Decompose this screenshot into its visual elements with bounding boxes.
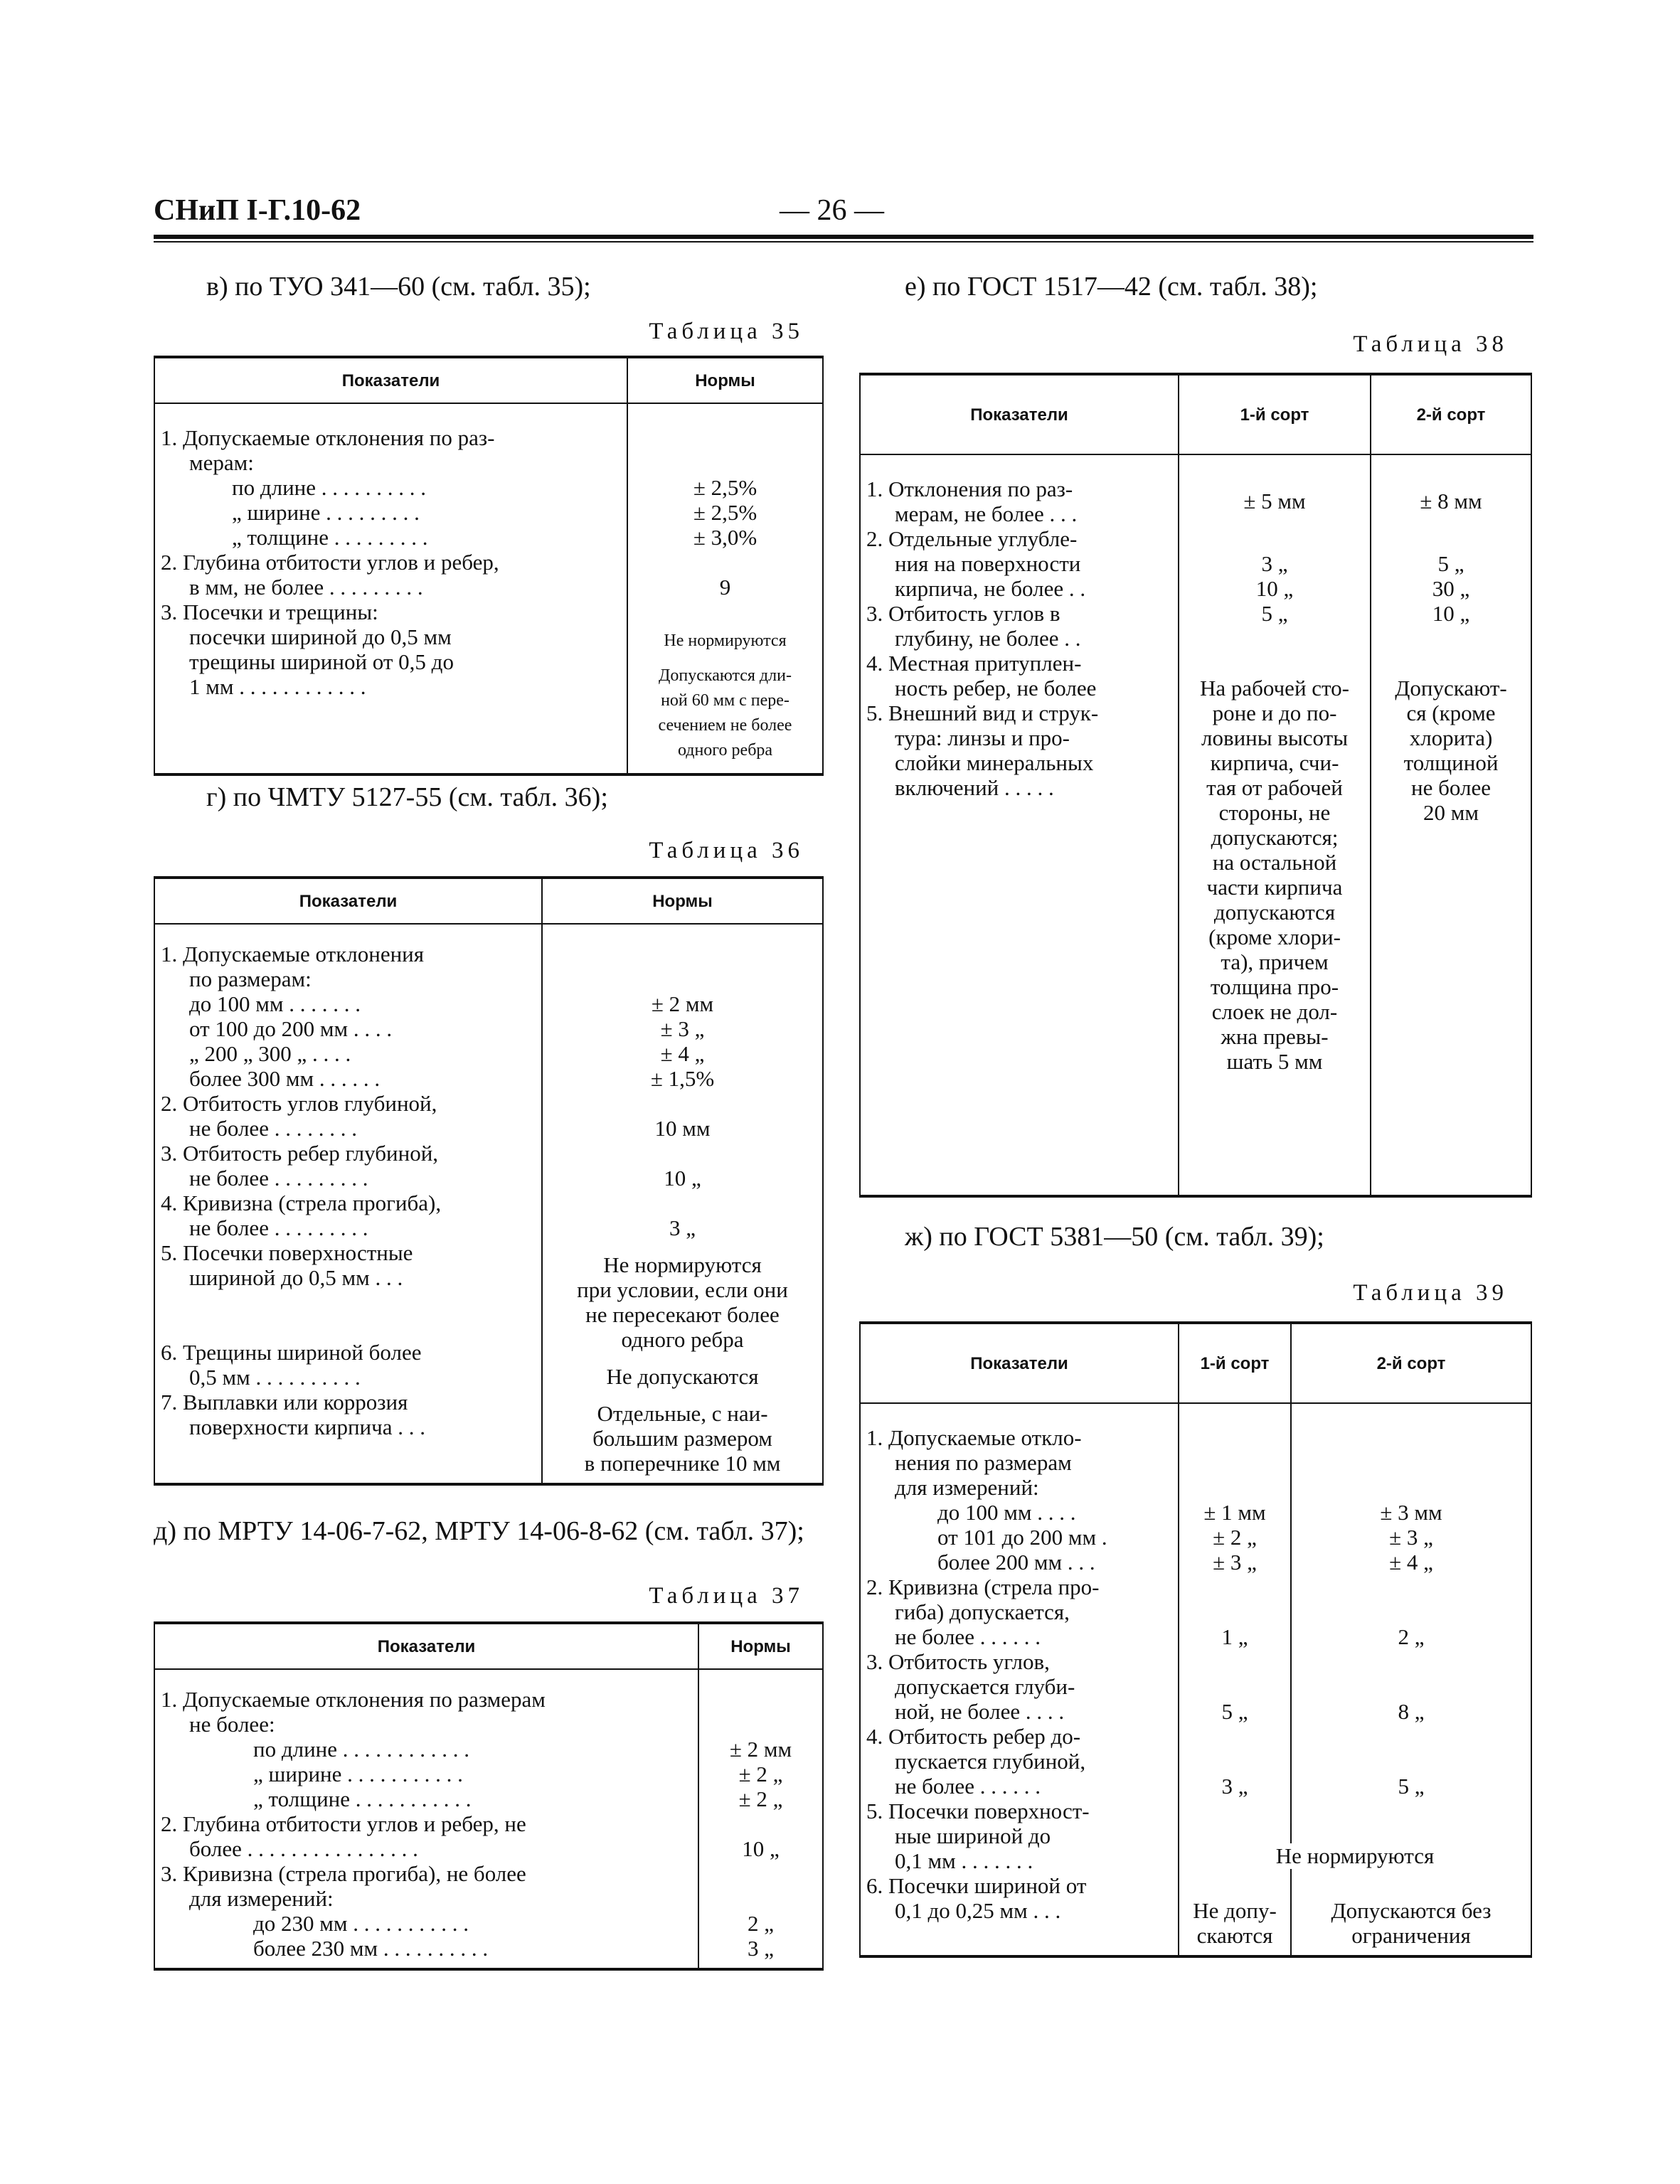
- table-36-row: 3. Отбитость ребер глубиной,: [161, 1141, 439, 1166]
- table-35-norm: Не нормируются: [664, 632, 787, 650]
- table-35-row: мерам:: [189, 450, 254, 475]
- table-37-row: более . . . . . . . . . . . . . . . .: [189, 1836, 418, 1861]
- table-36-row: поверхности кирпича . . .: [189, 1415, 425, 1439]
- table-35-norm: ± 2,5%: [693, 500, 757, 525]
- table-38-caption: Таблица 38: [1353, 331, 1508, 357]
- table-38-row: 3. Отбитость углов в: [866, 601, 1060, 626]
- table-37-header-indicators: Показатели: [154, 1623, 698, 1669]
- table-38-grade-1: тая от рабочей: [1206, 775, 1343, 800]
- table-39-row: не более . . . . . .: [895, 1774, 1041, 1799]
- table-36-row: 5. Посечки поверхностные: [161, 1240, 413, 1265]
- table-39-row: 1. Допускаемые откло-: [866, 1425, 1082, 1450]
- page-number: — 26 —: [780, 194, 884, 227]
- table-38-grade-2: ся (кроме: [1406, 701, 1496, 725]
- table-36-norm: Не нормируются: [603, 1252, 762, 1277]
- table-39-grade-1: ± 1 мм: [1203, 1500, 1266, 1525]
- table-35-row: посечки шириной до 0,5 мм: [189, 624, 452, 649]
- table-35-caption: Таблица 35: [649, 319, 804, 344]
- table-35: [154, 356, 824, 776]
- table-36-norm: 3 „: [669, 1215, 696, 1240]
- table-38-grade-1: допускаются: [1213, 900, 1336, 925]
- table-38-row: 1. Отклонения по раз-: [866, 476, 1073, 501]
- table-35-row: „ толщине . . . . . . . . .: [232, 525, 428, 550]
- table-36-norm: 10 мм: [654, 1116, 711, 1141]
- table-35-row: в мм, не более . . . . . . . . .: [189, 575, 423, 600]
- table-38-grade-2: толщиной: [1403, 750, 1499, 775]
- table-37-row: 2. Глубина отбитости углов и ребер, не: [161, 1811, 526, 1836]
- table-39-grade-2: 8 „: [1398, 1699, 1425, 1724]
- table-37-header-norms: Нормы: [698, 1623, 823, 1669]
- table-35-norm: 9: [719, 575, 731, 600]
- table-38-grade-1: 10 „: [1255, 576, 1294, 601]
- table-35-norm: Допускаются дли-: [659, 666, 792, 685]
- table-37-norm: ± 2 „: [738, 1762, 783, 1786]
- table-38-grade-2: Допускают-: [1395, 676, 1507, 701]
- table-35-row: 2. Глубина отбитости углов и ребер,: [161, 550, 499, 575]
- table-39-header-grade-2: 2-й сорт: [1291, 1323, 1531, 1403]
- table-35-row: 1. Допускаемые отклонения по раз-: [161, 425, 495, 450]
- table-38-header-grade-2: 2-й сорт: [1371, 374, 1531, 454]
- table-38-row: включений . . . . .: [895, 775, 1054, 800]
- table-39-caption: Таблица 39: [1353, 1280, 1508, 1306]
- table-39-grade-2: Допускаются без: [1331, 1898, 1492, 1923]
- table-39-row: до 100 мм . . . .: [937, 1500, 1076, 1525]
- section-g-title: г) по ЧМТУ 5127-55 (см. табл. 36);: [206, 782, 608, 812]
- table-39-merged-norm: Не нормируются: [1181, 1843, 1529, 1869]
- table-38-grade-2: 20 мм: [1423, 800, 1479, 825]
- table-37-row: „ ширине . . . . . . . . . . .: [253, 1762, 463, 1786]
- table-39-row: ной, не более . . . .: [895, 1699, 1065, 1724]
- table-39-grade-1: ± 2 „: [1213, 1525, 1257, 1550]
- table-36-row: по размерам:: [189, 966, 312, 991]
- table-36-row: „ 200 „ 300 „ . . . .: [189, 1041, 351, 1066]
- table-36-row: 1. Допускаемые отклонения: [161, 942, 425, 966]
- table-39-grade-2: 5 „: [1398, 1774, 1425, 1799]
- table-38-grade-1: роне и до по-: [1212, 701, 1337, 725]
- table-36-norm: ± 3 „: [660, 1016, 705, 1041]
- table-37-row: 3. Кривизна (стрела прогиба), не более: [161, 1861, 526, 1886]
- section-d-title: д) по МРТУ 14-06-7-62, МРТУ 14-06-8-62 (см. табл. 37);: [154, 1516, 804, 1546]
- table-38-grade-1: части кирпича: [1206, 875, 1343, 900]
- table-39-row: 5. Посечки поверхност-: [866, 1799, 1090, 1823]
- table-36-header-indicators: Показатели: [154, 878, 542, 924]
- section-e-title: е) по ГОСТ 1517—42 (см. табл. 38);: [905, 272, 1318, 302]
- table-38-row: 2. Отдельные углубле-: [866, 526, 1078, 551]
- table-38-row: 5. Внешний вид и струк-: [866, 701, 1099, 725]
- table-36-row: 0,5 мм . . . . . . . . . .: [189, 1365, 361, 1390]
- table-36-norm: большим размером: [592, 1426, 772, 1451]
- table-38-row: кирпича, не более . .: [895, 576, 1086, 601]
- table-36-row: более 300 мм . . . . . .: [189, 1066, 381, 1091]
- header-rule: [154, 235, 1533, 239]
- table-35-header-norms: Нормы: [627, 357, 823, 403]
- table-38-grade-2: 10 „: [1432, 601, 1470, 626]
- table-38-header-indicators: Показатели: [860, 374, 1179, 454]
- table-38-grade-1: На рабочей сто-: [1199, 676, 1350, 701]
- table-35-header-indicators: Показатели: [154, 357, 627, 403]
- section-v-title: в) по ТУО 341—60 (см. табл. 35);: [206, 272, 591, 302]
- table-38-grade-1: шать 5 мм: [1226, 1049, 1323, 1074]
- table-37-norm: 10 „: [742, 1836, 780, 1861]
- table-38-grade-1: слоек не дол-: [1211, 999, 1338, 1024]
- table-36-row: не более . . . . . . . .: [189, 1116, 357, 1141]
- table-37-row: для измерений:: [189, 1886, 334, 1911]
- table-39-row: не более . . . . . .: [895, 1624, 1041, 1649]
- table-39-grade-2: ± 3 мм: [1380, 1500, 1442, 1525]
- header-rule-thin: [154, 241, 1533, 243]
- table-38-grade-1: та), причем: [1221, 949, 1329, 974]
- table-36-norm: Не допускаются: [606, 1364, 759, 1389]
- table-36-header-norms: Нормы: [542, 878, 823, 924]
- table-38-row: тура: линзы и про-: [895, 725, 1070, 750]
- table-39-grade-1: 5 „: [1221, 1699, 1248, 1724]
- table-35-row: 3. Посечки и трещины:: [161, 600, 378, 624]
- table-38: [859, 373, 1532, 1198]
- table-37-norm: 3 „: [747, 1936, 774, 1961]
- table-39-row: 2. Кривизна (стрела про-: [866, 1575, 1100, 1599]
- table-39-row: 6. Посечки шириной от: [866, 1873, 1087, 1898]
- table-39-header-grade-1: 1-й сорт: [1179, 1323, 1291, 1403]
- table-36-row: до 100 мм . . . . . . .: [189, 991, 361, 1016]
- table-39-row: от 101 до 200 мм .: [937, 1525, 1107, 1550]
- table-38-grade-1: на остальной: [1212, 850, 1337, 875]
- table-36-norm: в поперечнике 10 мм: [584, 1451, 781, 1476]
- table-36-norm: 10 „: [664, 1166, 701, 1190]
- table-36-norm: Отдельные, с наи-: [597, 1401, 768, 1426]
- table-39-row: допускается глуби-: [895, 1674, 1075, 1699]
- table-38-row: 4. Местная притуплен-: [866, 651, 1082, 676]
- table-36-row: шириной до 0,5 мм . . .: [189, 1265, 403, 1290]
- table-36-norm: ± 2 мм: [651, 991, 714, 1016]
- table-38-grade-2: 5 „: [1437, 551, 1464, 576]
- table-38-grade-1: стороны, не: [1218, 800, 1331, 825]
- table-35-norm: одного ребра: [677, 741, 773, 760]
- table-38-row: слойки минеральных: [895, 750, 1094, 775]
- table-39-grade-1: 1 „: [1221, 1624, 1248, 1649]
- table-39-grade-1: 3 „: [1221, 1774, 1248, 1799]
- table-37-row: не более:: [189, 1712, 275, 1737]
- table-39-grade-2: ± 4 „: [1389, 1550, 1433, 1575]
- table-35-norm: ной 60 мм с пере-: [661, 691, 790, 710]
- table-39-row: пускается глубиной,: [895, 1749, 1086, 1774]
- table-36-row: от 100 до 200 мм . . . .: [189, 1016, 393, 1041]
- table-35-norm: ± 3,0%: [693, 525, 757, 550]
- table-36-row: 7. Выплавки или коррозия: [161, 1390, 408, 1415]
- table-39-grade-2: ограничения: [1351, 1923, 1471, 1948]
- table-38-header-grade-1: 1-й сорт: [1179, 374, 1371, 454]
- table-38-grade-2: ± 8 мм: [1420, 489, 1482, 513]
- table-36-row: 2. Отбитость углов глубиной,: [161, 1091, 437, 1116]
- table-39-grade-2: 2 „: [1398, 1624, 1425, 1649]
- table-39-row: нения по размерам: [895, 1450, 1072, 1475]
- table-38-grade-1: ловины высоты: [1201, 725, 1349, 750]
- table-37-norm: 2 „: [747, 1911, 774, 1936]
- table-37-row: до 230 мм . . . . . . . . . . .: [253, 1911, 469, 1936]
- table-37-row: более 230 мм . . . . . . . . . .: [253, 1936, 489, 1961]
- table-37-row: 1. Допускаемые отклонения по размерам: [161, 1687, 546, 1712]
- table-37: [154, 1621, 824, 1971]
- table-39-grade-2: ± 3 „: [1389, 1525, 1433, 1550]
- table-38-grade-1: 5 „: [1261, 601, 1288, 626]
- table-39-row: более 200 мм . . .: [937, 1550, 1095, 1575]
- table-39-row: для измерений:: [895, 1475, 1039, 1500]
- table-36-caption: Таблица 36: [649, 838, 804, 863]
- table-38-grade-1: ± 5 мм: [1243, 489, 1306, 513]
- table-37-norm: ± 2 мм: [729, 1737, 792, 1762]
- table-38-grade-2: не более: [1411, 775, 1491, 800]
- table-39-row: 0,1 мм . . . . . . .: [895, 1848, 1033, 1873]
- table-38-grade-1: (кроме хлори-: [1208, 925, 1341, 949]
- table-35-row: „ ширине . . . . . . . . .: [232, 500, 420, 525]
- table-39-grade-1: Не допу-: [1193, 1898, 1277, 1923]
- table-38-grade-2: хлорита): [1409, 725, 1493, 750]
- table-37-norm: ± 2 „: [738, 1786, 783, 1811]
- table-38-grade-1: жна превы-: [1221, 1024, 1329, 1049]
- table-36-row: 6. Трещины шириной более: [161, 1340, 422, 1365]
- table-39-row: 0,1 до 0,25 мм . . .: [895, 1898, 1061, 1923]
- table-36-row: 4. Кривизна (стрела прогиба),: [161, 1190, 442, 1215]
- table-39-grade-1: скаются: [1196, 1923, 1273, 1948]
- document-code: СНиП I-Г.10-62: [154, 194, 361, 227]
- table-36-norm: ± 4 „: [660, 1041, 705, 1066]
- table-36-norm: при условии, если они: [577, 1277, 788, 1302]
- table-39-row: ные шириной до: [895, 1823, 1051, 1848]
- table-39-grade-1: ± 3 „: [1213, 1550, 1257, 1575]
- section-zh-title: ж) по ГОСТ 5381—50 (см. табл. 39);: [905, 1222, 1324, 1252]
- table-36: [154, 876, 824, 1486]
- table-39-row: гиба) допускается,: [895, 1599, 1070, 1624]
- table-36-row: не более . . . . . . . . .: [189, 1215, 368, 1240]
- table-35-row: по длине . . . . . . . . . .: [232, 475, 427, 500]
- table-38-row: глубину, не более . .: [895, 626, 1081, 651]
- table-35-norm: сечением не более: [658, 716, 792, 735]
- table-38-grade-1: допускаются;: [1211, 825, 1339, 850]
- table-38-grade-1: толщина про-: [1210, 974, 1339, 999]
- table-39-row: 4. Отбитость ребер до-: [866, 1724, 1081, 1749]
- page-header: [154, 193, 1533, 236]
- table-35-norm: ± 2,5%: [693, 475, 757, 500]
- table-38-grade-1: 3 „: [1261, 551, 1288, 576]
- table-36-row: не более . . . . . . . . .: [189, 1166, 368, 1190]
- table-36-norm: не пересекают более: [585, 1302, 780, 1327]
- table-37-row: „ толщине . . . . . . . . . . .: [253, 1786, 472, 1811]
- table-35-row: 1 мм . . . . . . . . . . . .: [189, 674, 366, 699]
- table-38-row: мерам, не более . . .: [895, 501, 1078, 526]
- table-39-row: 3. Отбитость углов,: [866, 1649, 1050, 1674]
- table-37-row: по длине . . . . . . . . . . . .: [253, 1737, 470, 1762]
- table-35-row: трещины шириной от 0,5 до: [189, 649, 454, 674]
- table-39-header-indicators: Показатели: [860, 1323, 1179, 1403]
- table-38-grade-2: 30 „: [1432, 576, 1470, 601]
- table-36-norm: ± 1,5%: [650, 1066, 715, 1091]
- table-37-caption: Таблица 37: [649, 1583, 804, 1609]
- table-38-row: ность ребер, не более: [895, 676, 1097, 701]
- table-36-norm: одного ребра: [621, 1327, 744, 1352]
- table-38-row: ния на поверхности: [895, 551, 1081, 576]
- table-38-grade-1: кирпича, счи-: [1210, 750, 1339, 775]
